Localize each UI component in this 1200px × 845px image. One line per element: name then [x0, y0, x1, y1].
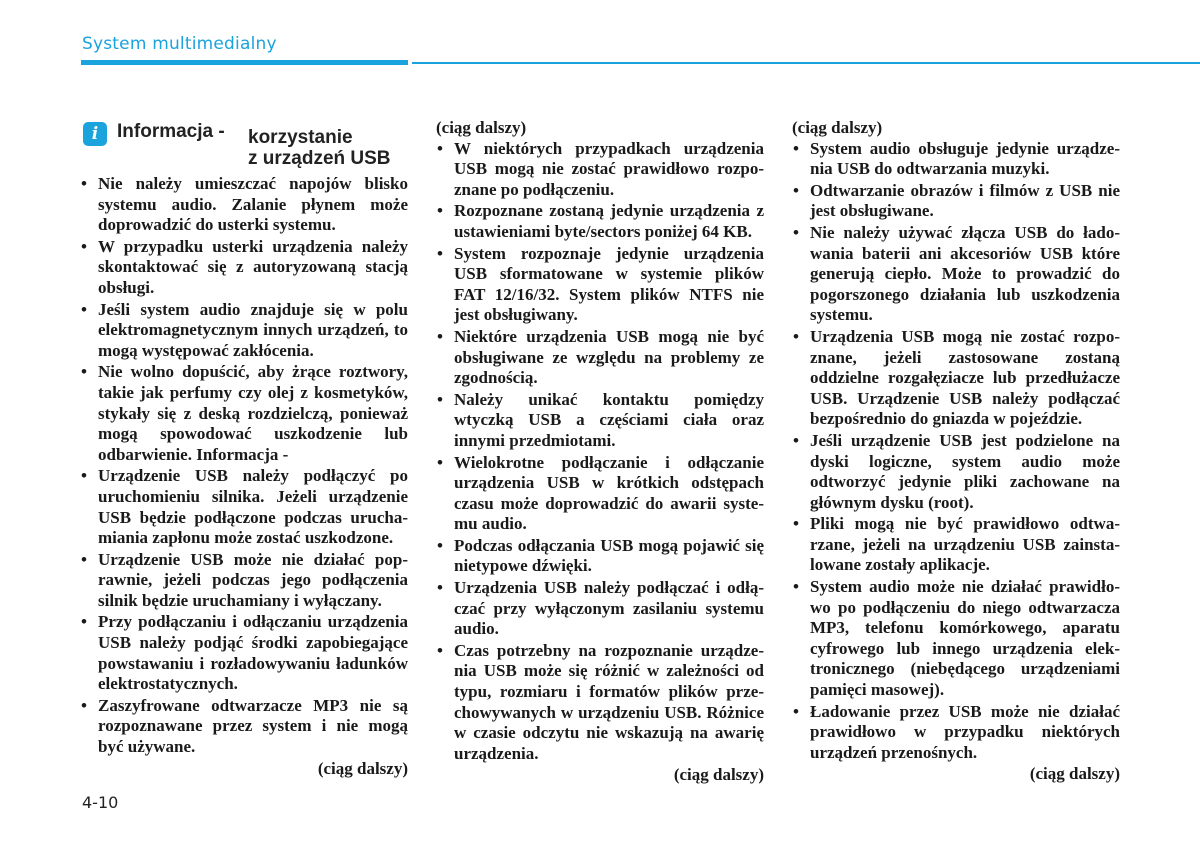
- info-icon: i: [83, 122, 107, 146]
- header-rule-thin: [412, 62, 1200, 64]
- list-item: • Ładowanie przez USB może nie działać prawidłowo w przypadku niektórych urządzeń przenośnych.: [792, 702, 1120, 764]
- list-item: • Nie wolno dopuścić, aby żrące roztwory, takie jak perfumy czy olej z kosmetyków, stykały się z deską rozdzielczą, ponieważ mogą spowodować uszkodzenie lub odbarwienie. Informacja -: [80, 362, 408, 465]
- list-item: • Urządzenie USB należy podłączyć po uruchomieniu silnika. Jeżeli urządzenie USB będzie podłączone podczas uruchamiania zapłonu może zostać uszkodzone.: [80, 466, 408, 548]
- list-item: • Odtwarzanie obrazów i filmów z USB nie jest obsługiwane.: [792, 181, 1120, 222]
- text-column-1: [80, 118, 408, 779]
- list-item: • W przypadku usterki urządzenia należy skontaktować się z autoryzowaną stacją obsługi.: [80, 237, 408, 299]
- continued-header: (ciąg dalszy): [436, 118, 527, 137]
- list-item: • Urządzenia USB mogą nie zostać rozpoznane, jeżeli zastosowane zostaną oddzielne rozgałęziacze lub przedłużacze USB. Urządzenie USB należy podłączać bezpośrednio do gniazda w pojeździe.: [792, 327, 1120, 430]
- info-heading: [80, 118, 408, 174]
- info-heading-line2: z urządzeń USB: [248, 148, 391, 169]
- list-item: • Wielokrotne podłączanie i odłączanie urządzenia USB w krótkich odstępach czasu może doprowadzić do awarii systemu audio.: [436, 453, 764, 535]
- list-item: • Niektóre urządzenia USB mogą nie być obsługiwane ze względu na problemy ze zgodnością.: [436, 327, 764, 389]
- section-title: System multimedialny: [82, 34, 277, 54]
- list-item: • Nie należy umieszczać napojów blisko systemu audio. Zalanie płynem może doprowadzić do usterki systemu.: [80, 174, 408, 236]
- list-item: • Zaszyfrowane odtwarzacze MP3 nie są rozpoznawane przez system i nie mogą być używane.: [80, 696, 408, 758]
- list-item: • Nie należy używać złącza USB do ładowania baterii ani akcesoriów USB które generują ciepło. Może to prowadzić do pogorszonego działania lub uszkodzenia systemu.: [792, 223, 1120, 326]
- list-item: • W niektórych przypadkach urządzenia USB mogą nie zostać prawidłowo rozpoznane po podłączeniu.: [436, 139, 764, 201]
- list-item: • Przy podłączaniu i odłączaniu urządzenia USB należy podjąć środki zapobiegające powstawaniu i rozładowywaniu ładunków elektrostatycznych.: [80, 612, 408, 694]
- info-heading-line1: korzystanie: [248, 127, 353, 148]
- list-item: • System audio może nie działać prawidłowo po podłączeniu do niego odtwarzacza MP3, telefonu komórkowego, aparatu cyfrowego lub innego urządzenia elektronicznego (niebędącego urządzeniami pamięci masowej).: [792, 577, 1120, 701]
- bullet-list: [792, 139, 1120, 764]
- text-column-3: [792, 118, 1120, 785]
- info-heading-prefix: Informacja -: [117, 121, 225, 142]
- list-item: • Urządzenia USB należy podłączać i odłączać przy wyłączonym zasilaniu systemu audio.: [436, 578, 764, 640]
- list-item: • Urządzenie USB może nie działać poprawnie, jeżeli podczas jego podłączenia silnik będzie uruchamiany i wyłączany.: [80, 550, 408, 612]
- list-item: • Podczas odłączania USB mogą pojawić się nietypowe dźwięki.: [436, 536, 764, 577]
- list-item: • Jeśli system audio znajduje się w polu elektromagnetycznym innych urządzeń, to mogą występować zakłócenia.: [80, 300, 408, 362]
- list-item: • System audio obsługuje jedynie urządzenia USB do odtwarzania muzyki.: [792, 139, 1120, 180]
- continued-note: (ciąg dalszy): [1029, 764, 1120, 784]
- list-item: • Czas potrzebny na rozpoznanie urządzenia USB może się różnić w zależności od typu, rozmiaru i formatów plików przechowywanych w urządzeniu USB. Różnice w czasie odczytu nie wskazują na awarię urządzenia.: [436, 641, 764, 765]
- list-item: • Należy unikać kontaktu pomiędzy wtyczką USB a częściami ciała oraz innymi przedmiotami.: [436, 390, 764, 452]
- text-column-2: [436, 118, 764, 786]
- list-item: • Jeśli urządzenie USB jest podzielone na dyski logiczne, system audio może odtworzyć jedynie pliki zachowane na głównym dysku (root).: [792, 431, 1120, 513]
- list-item: • Rozpoznane zostaną jedynie urządzenia z ustawieniami byte/sectors poniżej 64 KB.: [436, 201, 764, 242]
- continued-note: (ciąg dalszy): [673, 765, 764, 785]
- list-item: • System rozpoznaje jedynie urządzenia USB sformatowane w systemie plików FAT 12/16/32. System plików NTFS nie jest obsługiwany.: [436, 244, 764, 326]
- header-rule-thick: [81, 60, 408, 65]
- page-number: 4-10: [82, 793, 119, 812]
- bullet-list: [80, 174, 408, 758]
- continued-header: (ciąg dalszy): [792, 118, 883, 137]
- bullet-list: [436, 139, 764, 765]
- list-item: • Pliki mogą nie być prawidłowo odtwarzane, jeżeli na urządzeniu USB zainstalowane zostały aplikacje.: [792, 514, 1120, 576]
- continued-note: (ciąg dalszy): [317, 758, 408, 778]
